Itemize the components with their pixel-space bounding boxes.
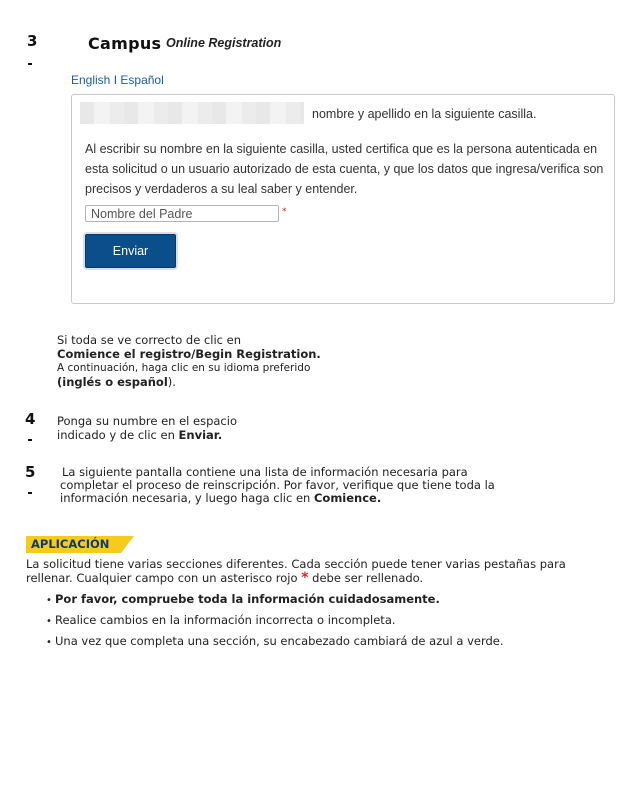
spanish-link[interactable]: Español bbox=[120, 73, 164, 87]
language-separator: I bbox=[113, 73, 118, 87]
step-4-text bbox=[57, 414, 457, 442]
bullet-icon: • bbox=[46, 595, 52, 606]
instructions-list bbox=[46, 592, 606, 655]
section-line-2-post: debe ser rellenado. bbox=[308, 571, 424, 585]
step-5-line-2: completar el proceso de reinscripción. Por favor, verifique que tiene toda la bbox=[60, 478, 495, 492]
step-5-dash bbox=[28, 492, 32, 494]
step-4-dash bbox=[28, 439, 32, 441]
list-item bbox=[46, 592, 606, 608]
step-3-number: 3 bbox=[27, 32, 37, 50]
step-5-line-3: información necesaria, y luego haga clic en bbox=[60, 491, 314, 505]
campus-logo: Campus bbox=[88, 34, 162, 53]
section-intro bbox=[26, 557, 611, 585]
language-switcher bbox=[71, 73, 164, 87]
intro-text: nombre y apellido en la siguiente casilla. bbox=[312, 107, 537, 121]
note-line-4-bold: (inglés o español bbox=[57, 375, 168, 389]
step-5-text bbox=[60, 466, 600, 505]
section-tag-label: APLICACIÓN bbox=[31, 537, 110, 551]
list-item-text: Por favor, compruebe toda la información cuidadosamente. bbox=[55, 592, 440, 606]
step-5-line-1: La siguiente pantalla contiene una lista de información necesaria para bbox=[62, 465, 468, 479]
step-4-send-ref: Enviar. bbox=[178, 428, 223, 442]
note-line-2: Comience el registro/Begin Registration. bbox=[57, 347, 321, 361]
step-4-line-1: Ponga su numbre en el espacio bbox=[57, 414, 237, 428]
step-4-line-2: indicado y de clic en bbox=[57, 428, 179, 442]
redacted-text bbox=[80, 102, 304, 124]
bullet-icon: • bbox=[46, 637, 52, 648]
brand-subtitle: Online Registration bbox=[166, 36, 282, 50]
section-line-1: La solicitud tiene varias secciones diferentes. Cada sección puede tener varias pestañas para bbox=[26, 557, 566, 571]
list-item-text: Realice cambios en la información incorrecta o incompleta. bbox=[55, 613, 396, 627]
note-line-3: A continuación, haga clic en su idioma preferido bbox=[57, 362, 311, 374]
english-link[interactable]: English bbox=[71, 73, 111, 87]
section-line-2-pre: rellenar. Cualquier campo con un asterisco rojo bbox=[26, 571, 302, 585]
parent-name-input[interactable] bbox=[85, 205, 279, 222]
list-item-text: Una vez que completa una sección, su encabezado cambiará de azul a verde. bbox=[55, 634, 504, 648]
section-tag bbox=[26, 536, 146, 553]
submit-button[interactable]: Enviar bbox=[85, 234, 176, 268]
certification-text: Al escribir su nombre en la siguiente casilla, usted certifica que es la persona autenticada en esta solicitud o un usuario autorizado de esta cuenta, y que los datos que ingresa/verifica son precisos y verdaderos a su leal saber y entender. bbox=[85, 142, 604, 196]
step-5-number: 5 bbox=[25, 463, 35, 481]
signature-panel bbox=[71, 94, 615, 304]
note-line-4-tail: ). bbox=[167, 375, 176, 389]
bullet-icon: • bbox=[46, 616, 52, 627]
red-asterisk: * bbox=[301, 570, 309, 586]
list-item bbox=[46, 613, 606, 629]
list-item bbox=[46, 634, 606, 650]
step-4-number: 4 bbox=[25, 410, 35, 428]
step-3-dash bbox=[28, 63, 32, 65]
note-line-1: Si toda se ve correcto de clic en bbox=[57, 333, 241, 347]
note-block bbox=[57, 333, 457, 389]
required-asterisk: * bbox=[282, 207, 287, 217]
step-5-begin-ref: Comience. bbox=[313, 491, 382, 505]
